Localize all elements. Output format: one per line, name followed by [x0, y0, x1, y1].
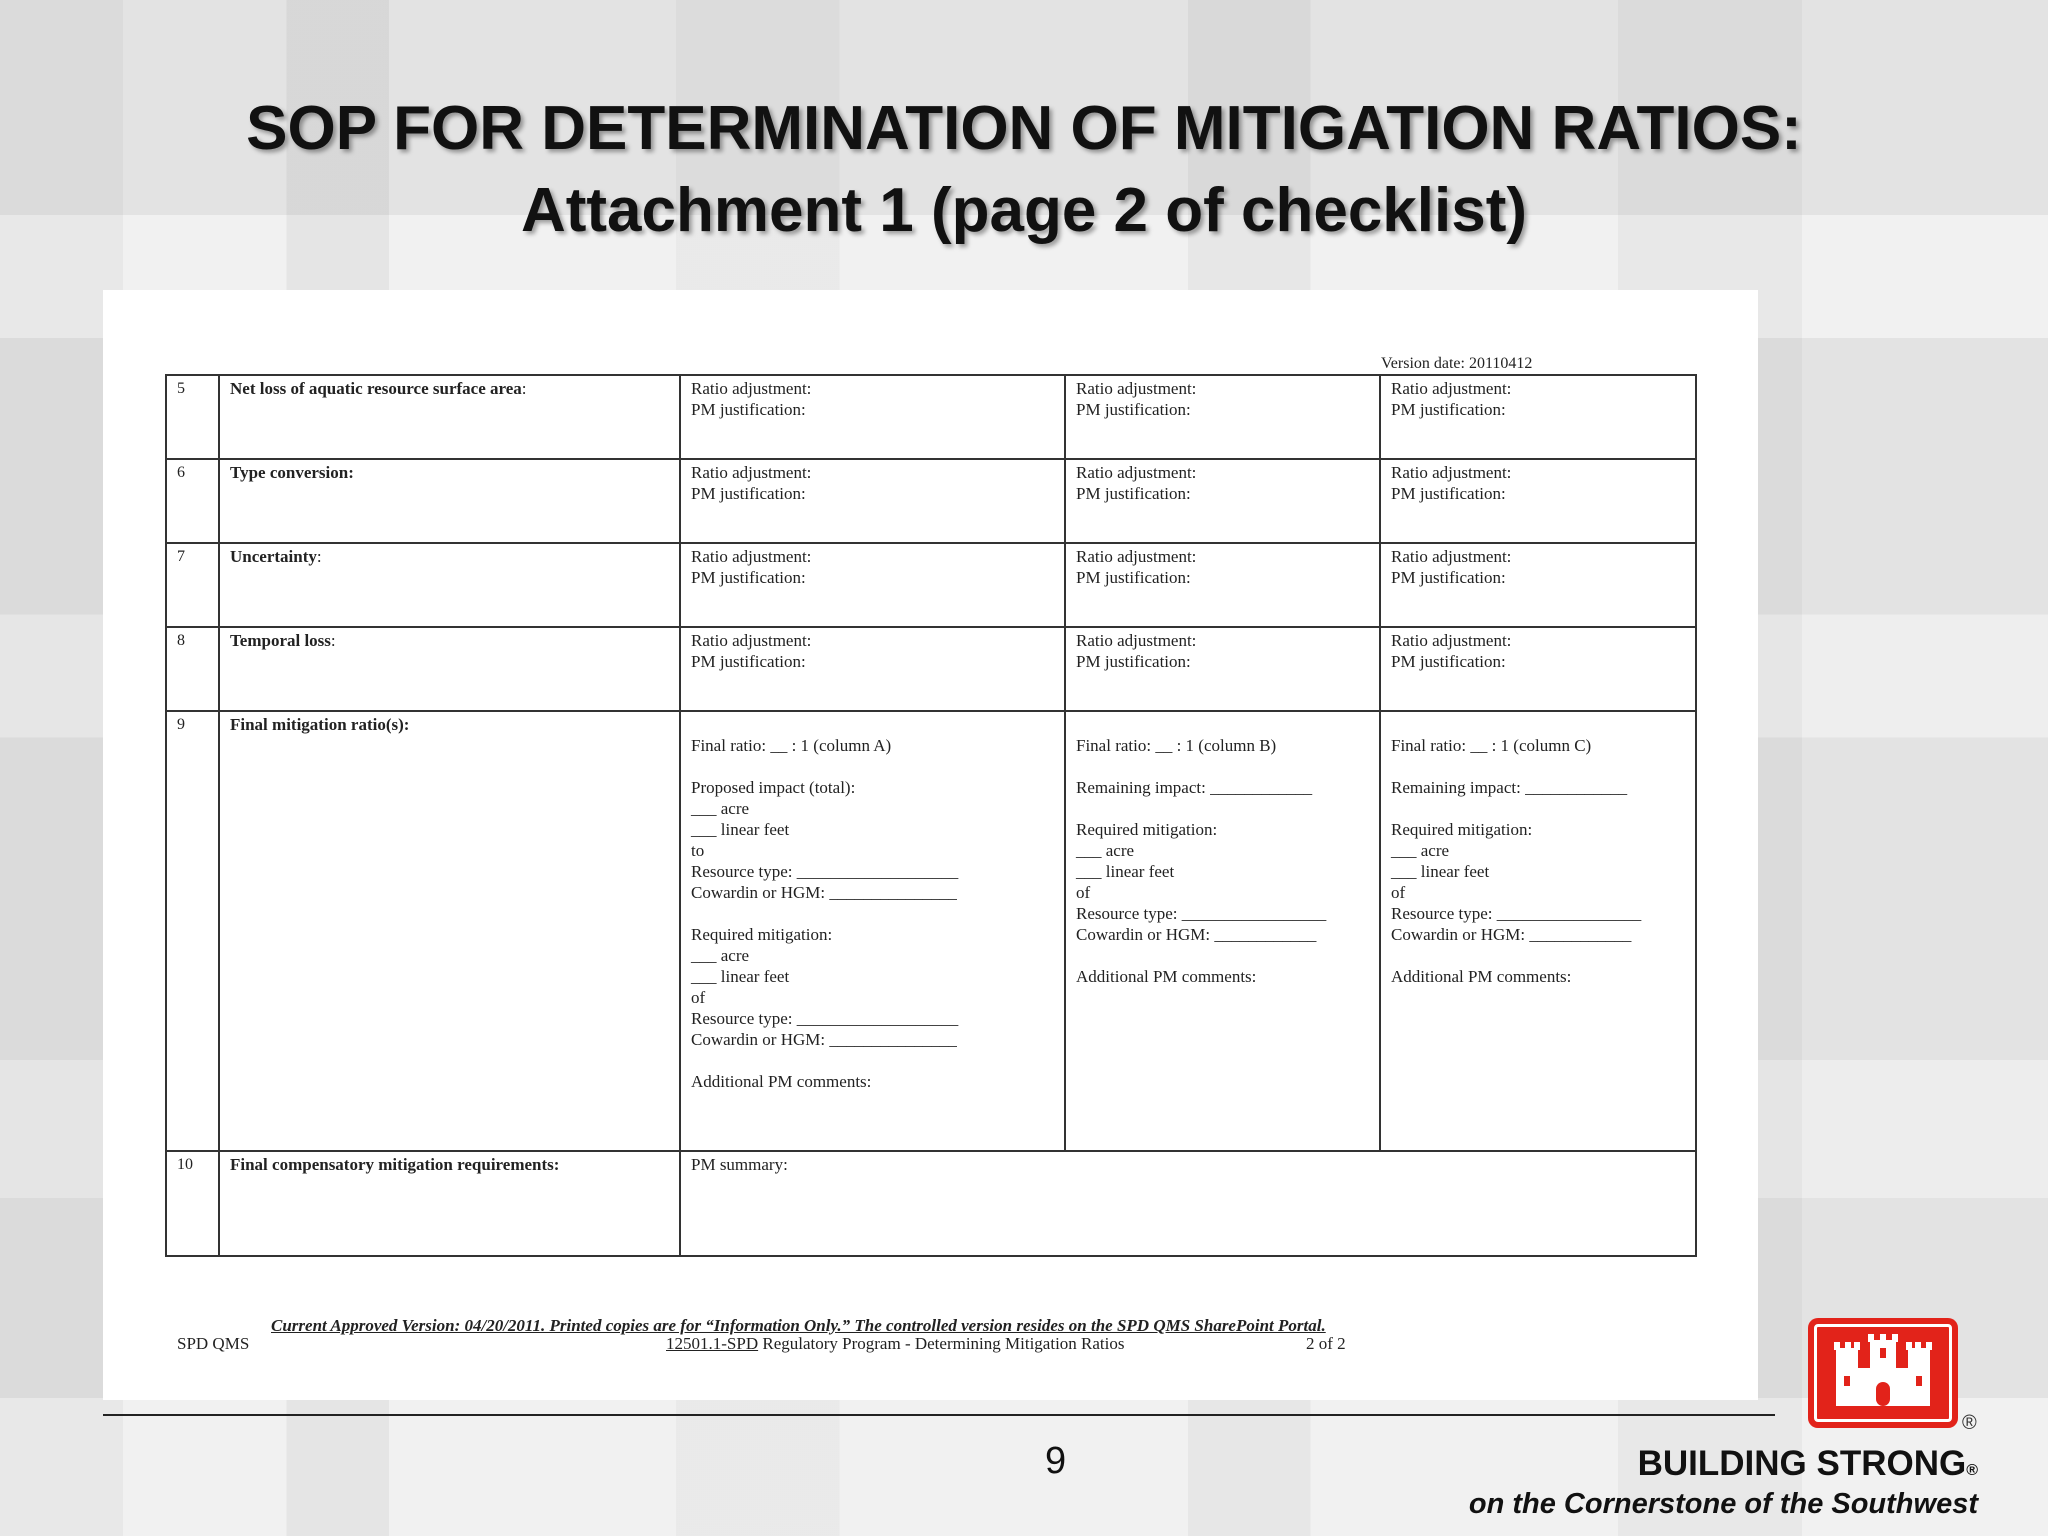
row-number: 6 — [166, 459, 219, 543]
summary-row — [166, 1151, 1696, 1256]
column-b-cell: Ratio adjustment: PM justification: — [1065, 459, 1380, 543]
column-a-cell: Final ratio: __ : 1 (column A) Proposed impact (total): ___ acre ___ linear feet to Resource type: ___________________ Cowardin or HGM: _______________ Required mitigation: ___ acre ___ linear feet of Resource type: ___________________ Cowardin or HGM: _______________ Additional PM comments: — [680, 711, 1065, 1151]
row-number: 9 — [166, 711, 219, 1151]
column-b-cell: Ratio adjustment: PM justification: — [1065, 627, 1380, 711]
row-label: Final compensatory mitigation requirements: — [219, 1151, 680, 1256]
slide-title-line2: Attachment 1 (page 2 of checklist) — [520, 176, 1528, 245]
column-b-cell: Ratio adjustment: PM justification: — [1065, 375, 1380, 459]
row-label: Net loss of aquatic resource surface area: — [219, 375, 680, 459]
castle-logo-icon — [1808, 1318, 1958, 1428]
column-a-cell: Ratio adjustment: PM justification: — [680, 543, 1065, 627]
column-a-cell: Ratio adjustment: PM justification: — [680, 375, 1065, 459]
column-c-cell: Final ratio: __ : 1 (column C) Remaining impact: ____________ Required mitigation: ___ acre ___ linear feet of Resource type: _________________ Cowardin or HGM: ____________ Additional PM comments: — [1380, 711, 1696, 1151]
row-number: 5 — [166, 375, 219, 459]
row-number: 10 — [166, 1151, 219, 1256]
row-label: Uncertainty: — [219, 543, 680, 627]
slide-title — [0, 88, 2048, 252]
row-number: 8 — [166, 627, 219, 711]
building-strong-brand: BUILDING STRONG® — [1637, 1444, 1978, 1483]
column-a-cell: Ratio adjustment: PM justification: — [680, 627, 1065, 711]
row-label: Temporal loss: — [219, 627, 680, 711]
column-c-cell: Ratio adjustment: PM justification: — [1380, 459, 1696, 543]
brand-tagline: on the Cornerstone of the Southwest — [1468, 1488, 1978, 1520]
row-number: 7 — [166, 543, 219, 627]
table-row — [166, 627, 1696, 711]
approved-version-notice: Current Approved Version: 04/20/2011. Printed copies are for “Information Only.” The controlled version resides on the SPD QMS SharePoint Portal. — [271, 1316, 1326, 1335]
column-b-cell: Ratio adjustment: PM justification: — [1065, 543, 1380, 627]
footer-divider — [103, 1414, 1775, 1416]
checklist-document-image — [103, 290, 1758, 1400]
column-c-cell: Ratio adjustment: PM justification: — [1380, 627, 1696, 711]
checklist-table — [165, 374, 1697, 1257]
table-row — [166, 375, 1696, 459]
row-label: Final mitigation ratio(s): — [219, 711, 680, 1151]
column-b-cell: Final ratio: __ : 1 (column B) Remaining impact: ____________ Required mitigation: ___ acre ___ linear feet of Resource type: _________________ Cowardin or HGM: ____________ Additional PM comments: — [1065, 711, 1380, 1151]
table-row — [166, 459, 1696, 543]
slide-title-line1: SOP FOR DETERMINATION OF MITIGATION RATIOS: — [246, 94, 1802, 163]
column-c-cell: Ratio adjustment: PM justification: — [1380, 375, 1696, 459]
logo-registered-mark: ® — [1962, 1412, 1977, 1434]
version-date: Version date: 20110412 — [1381, 355, 1533, 372]
column-c-cell: Ratio adjustment: PM justification: — [1380, 543, 1696, 627]
slide-page-number: 9 — [1045, 1440, 1067, 1482]
pm-summary-cell: PM summary: — [680, 1151, 1696, 1256]
row-label: Type conversion: — [219, 459, 680, 543]
doc-footer-title: 12501.1-SPD Regulatory Program - Determining Mitigation Ratios — [666, 1334, 1125, 1353]
doc-footer-page: 2 of 2 — [1306, 1334, 1346, 1353]
table-row — [166, 543, 1696, 627]
doc-footer-org: SPD QMS — [177, 1334, 250, 1353]
final-ratio-row — [166, 711, 1696, 1151]
column-a-cell: Ratio adjustment: PM justification: — [680, 459, 1065, 543]
